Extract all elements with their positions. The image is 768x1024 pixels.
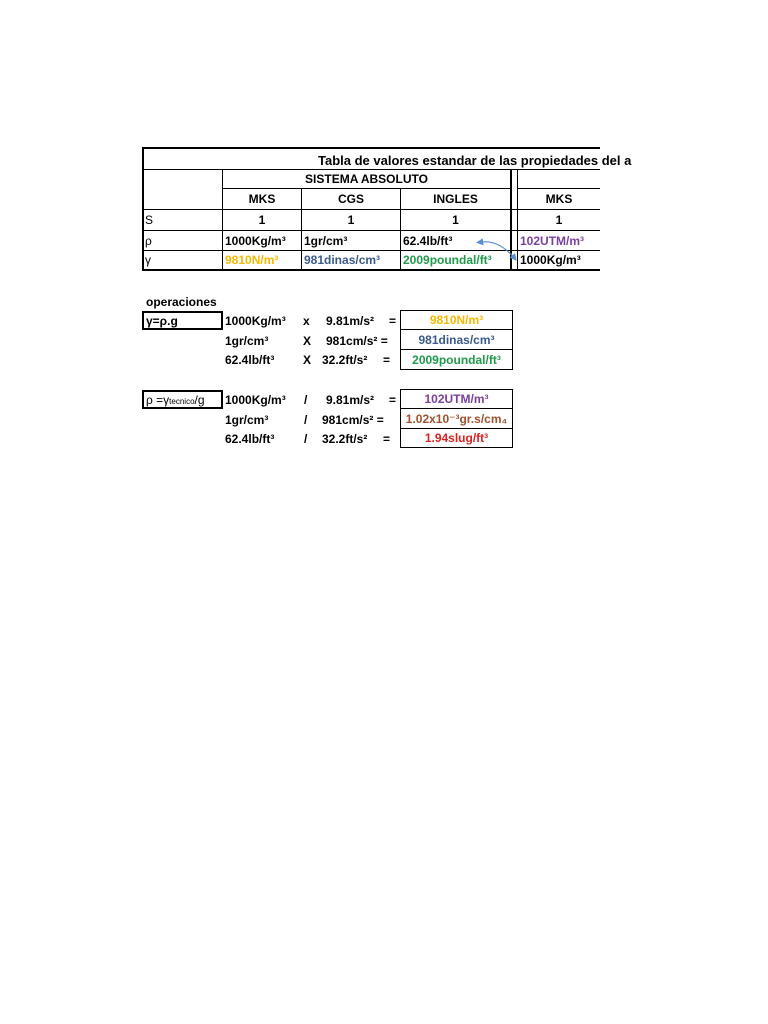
cell-s-mks: 1	[258, 213, 266, 227]
table-title: Tabla de valores estandar de las propiedades del a	[318, 152, 632, 168]
gamma-result-2: 981dinas/cm³	[400, 329, 513, 350]
cell-s-ingles: 1	[452, 213, 459, 227]
gamma-line-1-op: x	[303, 314, 310, 328]
gamma-result-1: 9810N/m³	[400, 310, 513, 330]
col-header-ingles: INGLES	[433, 192, 478, 206]
row-label-rho: ρ	[145, 233, 152, 248]
cell-rho-mks-tecnico: 102UTM/m³	[520, 233, 585, 248]
operations-heading: operaciones	[146, 295, 217, 309]
gamma-formula-text: γ=ρ.g	[146, 313, 178, 328]
group-header-absoluto: SISTEMA ABSOLUTO	[305, 172, 428, 186]
gamma-line-2-b: 981cm/s² =	[326, 334, 388, 348]
rho-line-3-b: 32.2ft/s²	[322, 432, 368, 446]
gamma-line-3-eq: =	[383, 353, 391, 367]
rho-line-1-b: 9.81m/s²	[326, 393, 375, 407]
rho-line-3-op: /	[304, 432, 308, 446]
cell-s-mks-tecnico: 1	[555, 213, 563, 227]
rho-formula-subscript: tecnico	[169, 397, 195, 406]
rho-result-2: 1.02x10⁻³gr.s/cm₄	[400, 408, 513, 429]
rho-formula-suffix: /g	[194, 392, 205, 407]
table-border-top	[142, 147, 600, 149]
cell-rho-ingles: 62.4lb/ft³	[403, 233, 453, 248]
col-header-mks-tecnico: MKS	[545, 192, 573, 206]
rho-line-2-op: /	[304, 413, 308, 427]
rho-formula	[142, 390, 223, 409]
rho-result-1: 102UTM/m³	[400, 389, 513, 409]
rho-line-2-b: 981cm/s² =	[322, 413, 384, 427]
cell-rho-mks: 1000Kg/m³	[225, 233, 286, 248]
gamma-line-2-a: 1gr/cm³	[225, 334, 269, 348]
rho-line-1-eq: =	[389, 393, 397, 407]
gamma-line-3-b: 32.2ft/s²	[322, 353, 368, 367]
rho-line-1-a: 1000Kg/m³	[225, 393, 286, 407]
rho-result-3: 1.94slug/ft³	[400, 428, 513, 448]
rho-line-2-a: 1gr/cm³	[225, 413, 269, 427]
cell-gamma-ingles: 2009poundal/ft³	[403, 253, 492, 267]
row-label-s: S	[145, 213, 154, 227]
gamma-formula	[142, 311, 223, 330]
gamma-line-1-eq: =	[389, 314, 397, 328]
gamma-line-2-op: X	[303, 334, 312, 348]
cell-gamma-cgs: 981dinas/cm³	[304, 253, 381, 267]
gamma-line-3-a: 62.4lb/ft³	[225, 353, 275, 367]
rho-line-3-eq: =	[383, 432, 391, 446]
gamma-line-1-a: 1000Kg/m³	[225, 314, 286, 328]
cell-gamma-mks: 9810N/m³	[225, 253, 279, 267]
rho-formula-prefix: ρ =γ	[146, 392, 170, 407]
cell-s-cgs: 1	[347, 213, 355, 227]
cell-gamma-mks-tecnico: 1000Kg/m³	[520, 253, 581, 267]
gamma-result-3: 2009poundal/ft³	[400, 349, 513, 370]
cell-rho-cgs: 1gr/cm³	[304, 233, 348, 248]
gamma-line-3-op: X	[303, 353, 312, 367]
rho-line-3-a: 62.4lb/ft³	[225, 432, 275, 446]
col-header-mks: MKS	[248, 192, 276, 206]
col-header-cgs: CGS	[337, 192, 364, 206]
row-label-gamma: γ	[145, 253, 151, 267]
table-border-bottom	[142, 269, 600, 271]
rho-line-1-op: /	[304, 393, 308, 407]
gamma-line-1-b: 9.81m/s²	[326, 314, 375, 328]
conversion-arrow-icon	[470, 236, 522, 266]
